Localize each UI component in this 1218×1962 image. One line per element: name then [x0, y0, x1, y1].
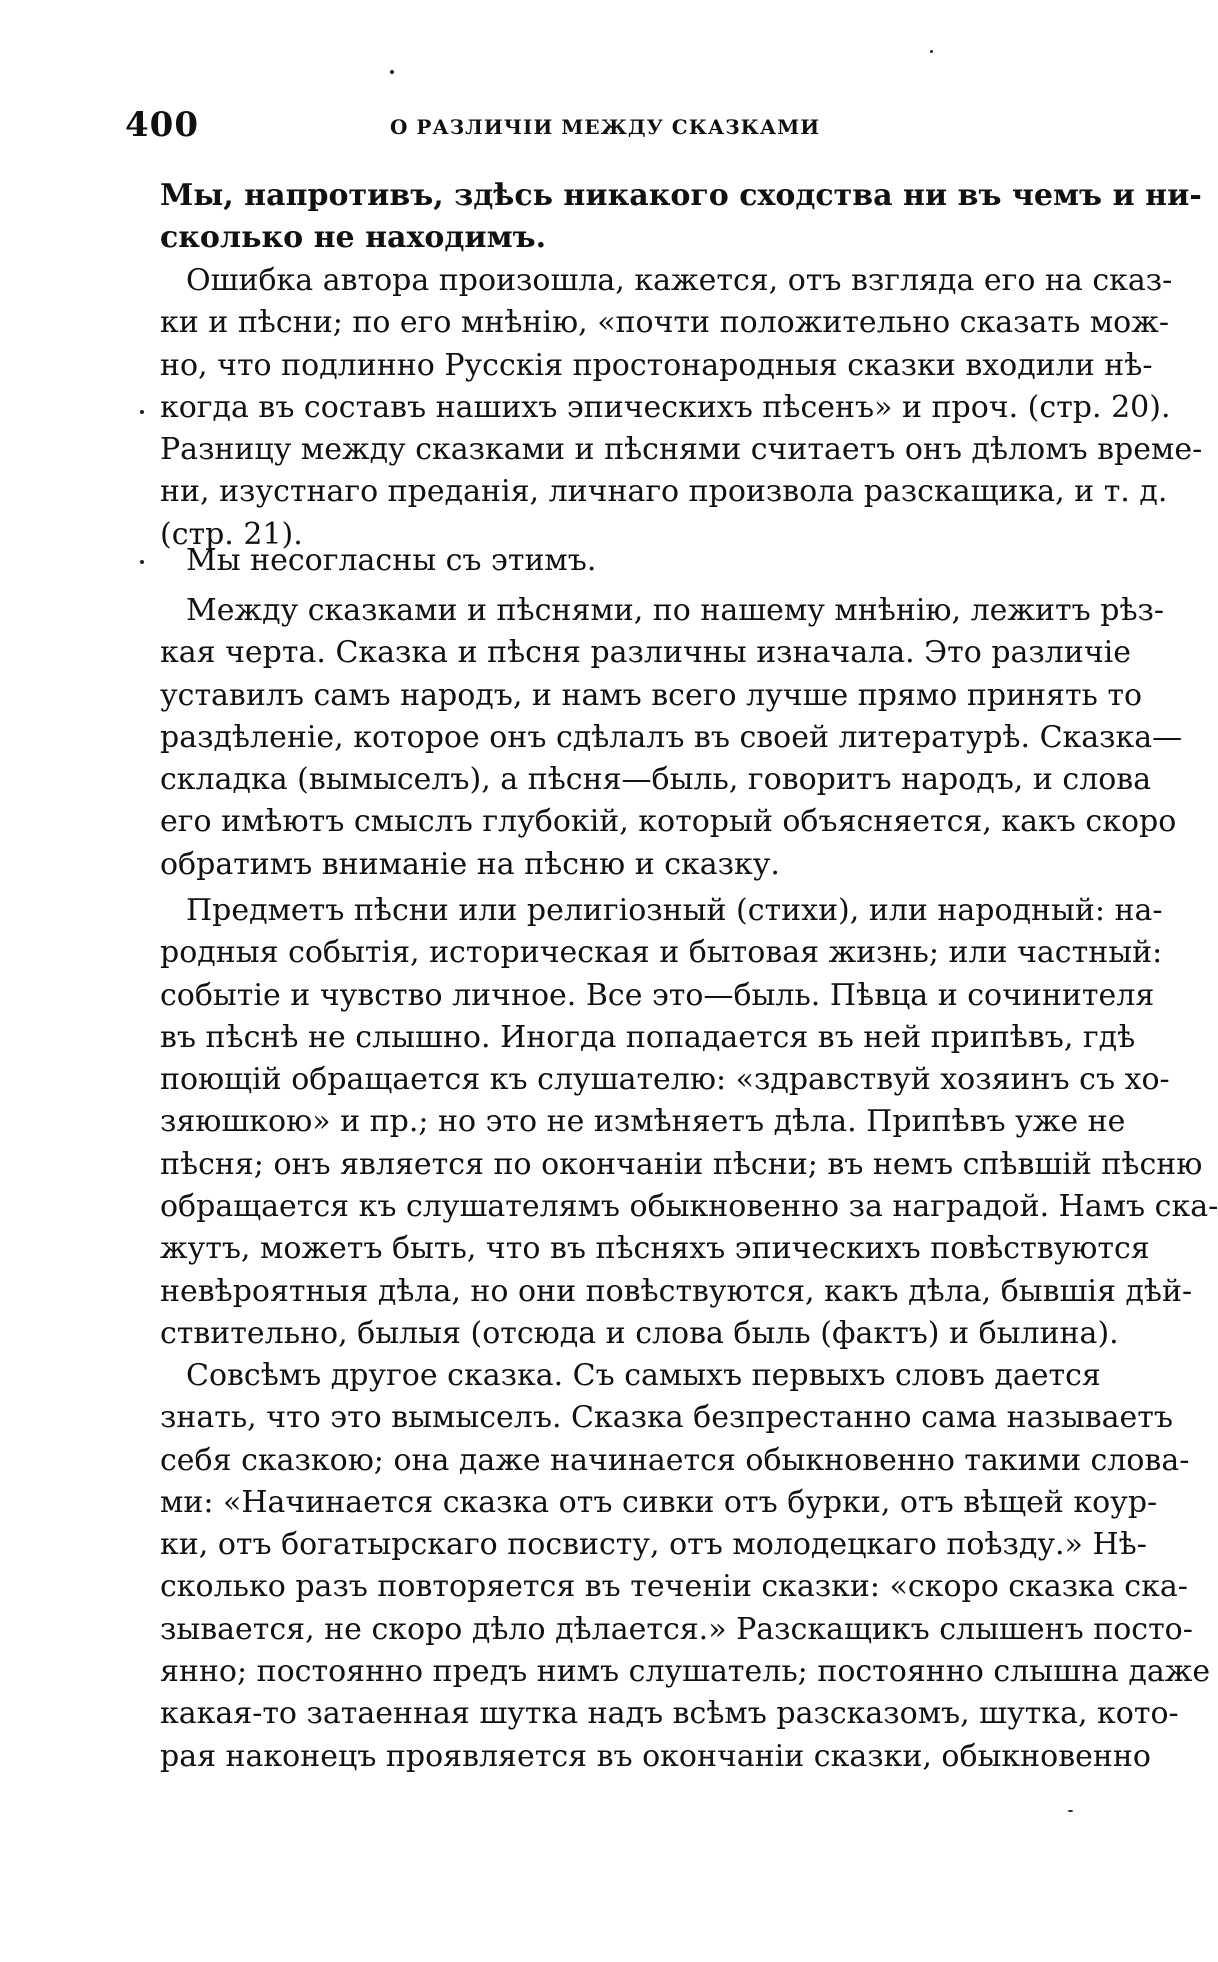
text-line: обратимъ вниманіе на пѣсню и сказку. [160, 846, 780, 882]
text-line: кая черта. Сказка и пѣсня различны изначала. Это различіе [160, 635, 1132, 671]
text-line: ствительно, былыя (отсюда и слова быль (фактъ) и былина). [160, 1315, 1119, 1351]
text-line: зывается, не скоро дѣло дѣлается.» Разскащикъ слышенъ посто- [160, 1611, 1193, 1647]
paragraph [160, 260, 1203, 556]
text-line: когда въ составъ нашихъ эпическихъ пѣсенъ» и проч. (стр. 20). [160, 389, 1171, 425]
scan-speck [140, 410, 144, 414]
text-line: ки, отъ богатырскаго посвисту, отъ молодецкаго поѣзду.» Нѣ- [160, 1527, 1147, 1563]
text-line: ки и пѣсни; по его мнѣнію, «почти положительно сказать мож- [160, 305, 1169, 341]
page-number: 400 [125, 105, 199, 145]
text-line: ни, изустнаго преданія, личнаго произвола разскащика, и т. д. [160, 474, 1168, 510]
text-line: сколько разъ повторяется въ теченіи сказки: «скоро сказка ска- [160, 1569, 1188, 1605]
text-line: Разницу между сказками и пѣснями считаетъ онъ дѣломъ време- [160, 432, 1203, 468]
text-line: родныя событія, историческая и бытовая жизнь; или частный: [160, 935, 1163, 971]
text-line: янно; постоянно предъ нимъ слушатель; постоянно слышна даже [160, 1654, 1211, 1690]
paragraph [160, 175, 1202, 260]
text-line: Предметъ пѣсни или религіозный (стихи), или народный: на- [186, 893, 1163, 928]
text-line: Мы, напротивъ, здѣсь никакого сходства ни въ чемъ и ни- [160, 178, 1202, 213]
text-line: Между сказками и пѣснями, по нашему мнѣнію, лежитъ рѣз- [186, 593, 1165, 628]
scan-speck [1068, 1810, 1073, 1812]
text-line: складка (вымыселъ), а пѣсня—быль, говоритъ народъ, и слова [160, 762, 1152, 798]
paragraph [160, 590, 1183, 886]
page-header [125, 105, 995, 145]
text-line: зяюшкою» и пр.; но это не измѣняетъ дѣла. Припѣвъ уже не [160, 1104, 1126, 1140]
text-line: его имѣютъ смыслъ глубокій, который объясняется, какъ скоро [160, 804, 1177, 840]
text-line: обращается къ слушателямъ обыкновенно за наградой. Намъ ска- [160, 1189, 1218, 1225]
text-line: рая наконецъ проявляется въ окончаніи сказки, обыкновенно [160, 1738, 1151, 1774]
text-line: раздѣленіе, которое онъ сдѣлалъ въ своей литературѣ. Сказка— [160, 719, 1183, 755]
text-line: ми: «Начинается сказка отъ сивки отъ бурки, отъ вѣщей коур- [160, 1484, 1158, 1520]
text-line: Мы несогласны съ этимъ. [186, 543, 597, 578]
text-line: сколько не находимъ. [160, 220, 547, 256]
text-line: себя сказкою; она даже начинается обыкновенно такими слова- [160, 1442, 1190, 1478]
text-line: Совсѣмъ другое сказка. Съ самыхъ первыхъ словъ дается [186, 1358, 1101, 1393]
scan-speck [140, 560, 144, 564]
paragraph [160, 1355, 1211, 1778]
text-line: Ошибка автора произошла, кажется, отъ взгляда его на сказ- [186, 263, 1173, 298]
scan-speck [930, 50, 933, 53]
text-line: но, что подлинно Русскія простонародныя сказки входили нѣ- [160, 347, 1153, 383]
text-line: знать, что это вымыселъ. Сказка безпрестанно сама называетъ [160, 1400, 1173, 1436]
text-line: событіе и чувство личное. Все это—быль. Пѣвца и сочинителя [160, 977, 1155, 1013]
scan-speck [390, 70, 394, 74]
text-line: въ пѣснѣ не слышно. Иногда попадается въ ней припѣвъ, гдѣ [160, 1019, 1136, 1055]
paragraph [160, 890, 1218, 1355]
paragraph [160, 540, 1090, 582]
text-line: жутъ, можетъ быть, что въ пѣсняхъ эпическихъ повѣствуются [160, 1231, 1150, 1267]
text-line: поющій обращается къ слушателю: «здравствуй хозяинъ съ хо- [160, 1062, 1170, 1098]
text-line: пѣсня; онъ является по окончаніи пѣсни; въ немъ спѣвшій пѣсню [160, 1146, 1203, 1182]
text-line: какая-то затаенная шутка надъ всѣмъ разсказомъ, шутка, кото- [160, 1696, 1179, 1732]
text-line: уставилъ самъ народъ, и намъ всего лучше прямо принять то [160, 677, 1143, 713]
running-title: О РАЗЛИЧІИ МЕЖДУ СКАЗКАМИ [390, 115, 821, 139]
text-line: (стр. 21). [160, 516, 303, 552]
text-line: невѣроятныя дѣла, но они повѣствуются, какъ дѣла, бывшія дѣй- [160, 1273, 1193, 1309]
